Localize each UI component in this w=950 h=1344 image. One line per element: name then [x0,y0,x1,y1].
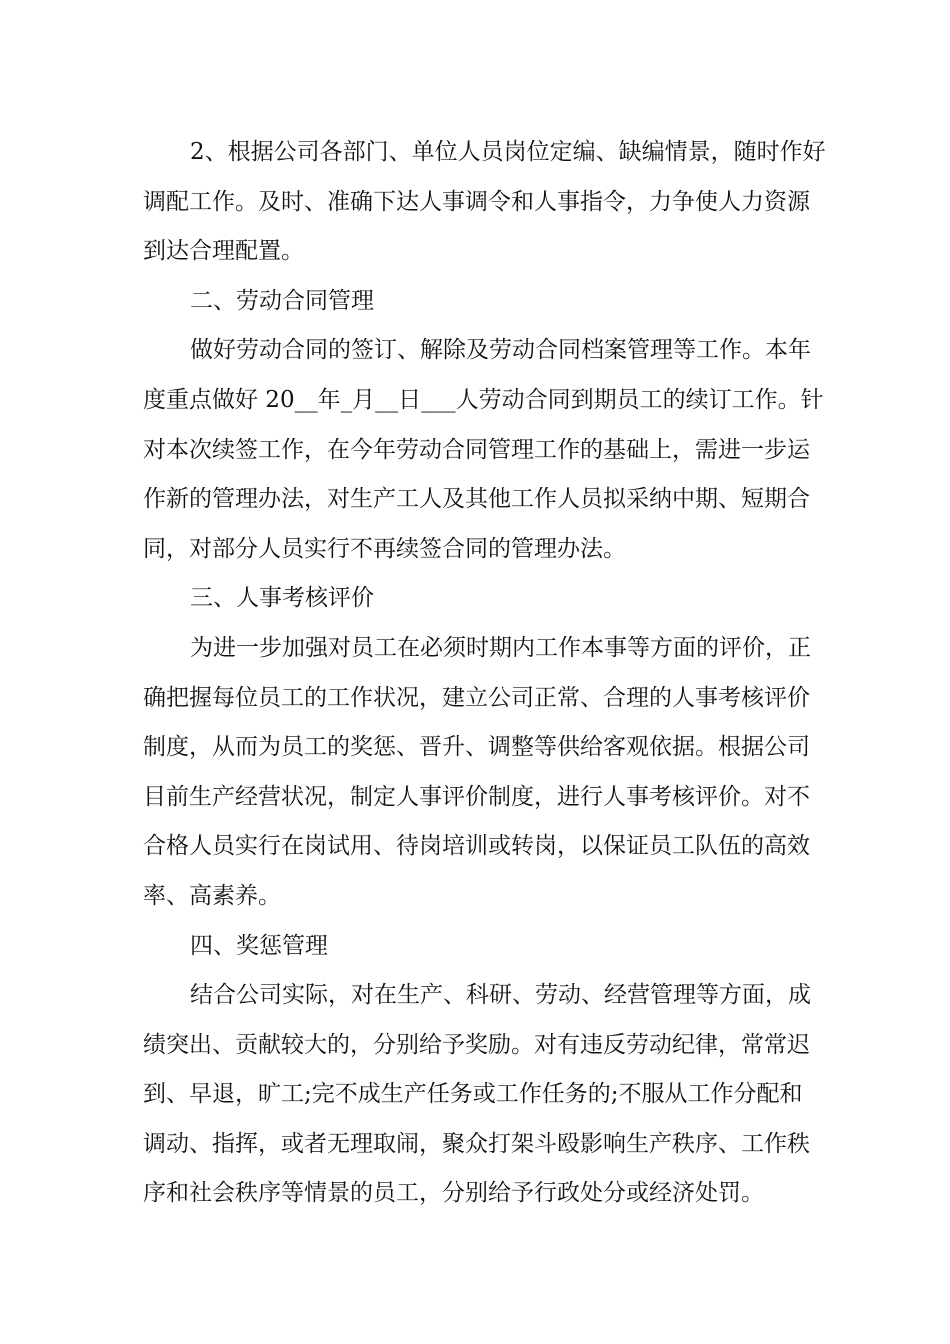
paragraph-line: 结合公司实际，对在生产、科研、劳动、经营管理等方面，成 [190,982,811,1009]
section-heading-labor-contract [143,277,807,327]
paragraph-item-2 [143,128,826,277]
paragraph-line: 制度，从而为员工的奖惩、晋升、调整等供给客观依据。根据公司 [143,734,810,761]
heading-line: 二、劳动合同管理 [190,287,374,314]
paragraph-line: 度重点做好 20__年_月__日___人劳动合同到期员工的续订工作。针 [143,386,824,413]
paragraph-line: 同，对部分人员实行不再续签合同的管理办法。 [143,535,626,562]
heading-line: 三、人事考核评价 [190,585,374,612]
heading-line: 四、奖惩管理 [190,932,328,959]
paragraph-line: 作新的管理办法，对生产工人及其他工作人员拟采纳中期、短期合 [143,486,810,513]
paragraph-rewards [143,971,811,1219]
paragraph-line: 序和社会秩序等情景的员工，分别给予行政处分或经济处罚。 [143,1180,764,1207]
paragraph-line: 绩突出、贡献较大的，分别给予奖励。对有违反劳动纪律，常常迟 [143,1031,810,1058]
paragraph-line: 对本次续签工作，在今年劳动合同管理工作的基础上，需进一步运 [143,436,810,463]
section-heading-assessment [143,574,807,624]
paragraph-line: 合格人员实行在岗试用、待岗培训或转岗，以保证员工队伍的高效 [143,833,810,860]
paragraph-assessment [143,624,811,922]
paragraph-line: 确把握每位员工的工作状况，建立公司正常、合理的人事考核评价 [143,684,810,711]
paragraph-line: 做好劳动合同的签订、解除及劳动合同档案管理等工作。本年 [190,337,811,364]
paragraph-line: 目前生产经营状况，制定人事评价制度，进行人事考核评价。对不 [143,783,810,810]
paragraph-line: 调配工作。及时、准确下达人事调令和人事指令，力争使人力资源 [143,188,810,215]
paragraph-line: 到达合理配置。 [143,238,304,265]
paragraph-line: 为进一步加强对员工在必须时期内工作本事等方面的评价，正 [190,634,811,661]
paragraph-line: 2、根据公司各部门、单位人员岗位定编、缺编情景，随时作好 [190,139,826,165]
paragraph-line: 调动、指挥，或者无理取闹，聚众打架斗殴影响生产秩序、工作秩 [143,1130,810,1157]
paragraph-line: 到、早退，旷工;完不成生产任务或工作任务的;不服从工作分配和 [143,1081,803,1108]
paragraph-labor-contract [143,326,824,574]
section-heading-rewards [143,922,807,972]
document-body [143,128,826,1219]
paragraph-line: 率、高素养。 [143,882,281,909]
